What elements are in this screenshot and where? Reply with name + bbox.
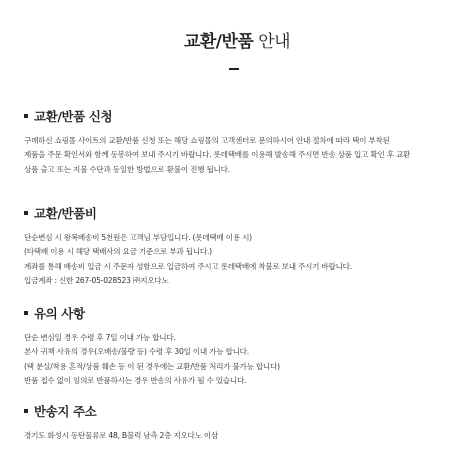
section-heading-row: [24, 304, 464, 322]
section-heading-row: [24, 204, 464, 222]
body-line: 구매하신 쇼핑몰 사이트의 교환/반품 신청 또는 해당 쇼핑몰의 고객센터로 문의하시어 안내 절차에 따라 택이 부착된: [24, 136, 390, 145]
section-body: [24, 429, 464, 443]
section-heading-row: [24, 107, 464, 125]
section-heading: 교환/반품비: [34, 206, 97, 221]
body-line: 경기도 화성시 동탄물류로 48, B블럭 남측 2층 지오다노 이삼: [24, 431, 219, 440]
bullet-square-icon: [24, 311, 28, 315]
body-line: (타택배 이용 시 해당 택배사의 요금 기준으로 부과 됩니다.): [24, 247, 212, 257]
section-heading: 반송지 주소: [34, 404, 97, 419]
bullet-square-icon: [24, 211, 28, 215]
body-line: 단순 변심일 경우 수령 후 7일 이내 가능 합니다.: [24, 333, 176, 342]
section-body: [24, 331, 464, 388]
section-heading: 유의 사항: [34, 306, 85, 321]
section-body: [24, 231, 464, 288]
page-title-light: 안내: [258, 32, 291, 52]
bullet-square-icon: [24, 409, 28, 413]
section-body: [24, 134, 464, 177]
body-line: 반품 접수 없이 임의로 반품하시는 경우 반송의 사유가 될 수 있습니다.: [24, 375, 247, 385]
title-underline: [229, 68, 239, 70]
section-return-address: [24, 402, 464, 443]
section-exchange-fee: [24, 204, 464, 288]
body-line: 본사 귀책 사유의 경우(오배송/불량 등) 수령 후 30일 이내 가능 합니다.: [24, 347, 249, 357]
section-notes: [24, 304, 464, 388]
page-title: [0, 31, 474, 53]
page-title-bold: 교환/반품: [183, 32, 254, 52]
section-heading-row: [24, 402, 464, 420]
body-line: 단순변심 시 왕복배송비 5천원은 고객님 부담입니다. (롯데택배 이용 시): [24, 233, 252, 242]
section-exchange-request: [24, 107, 464, 177]
body-line: 제품을 주문 확인서와 함께 동봉하여 보내 주시기 바랍니다. 롯데택배를 이용해 발송해 주시면 반송 상품 입고 확인 후 교환: [24, 150, 411, 160]
body-line: 상품 출고 또는 지불 수단과 동일한 방법으로 환불이 진행 됩니다.: [24, 164, 230, 174]
body-line: (택 분실/착용 흔적/상품 훼손 등 이 된 경우에는 교환/반품 처리가 불가능 합니다): [24, 361, 280, 371]
body-line: 계좌를 통해 배송비 입금 시 주문자 성함으로 입금하여 주시고 롯데택배에 착불로 보내 주시기 바랍니다.: [24, 261, 352, 271]
body-line: 입금계좌 : 신한 267-05-028523 ㈜지오다노: [24, 275, 169, 285]
section-heading: 교환/반품 신청: [34, 109, 113, 124]
bullet-square-icon: [24, 114, 28, 118]
